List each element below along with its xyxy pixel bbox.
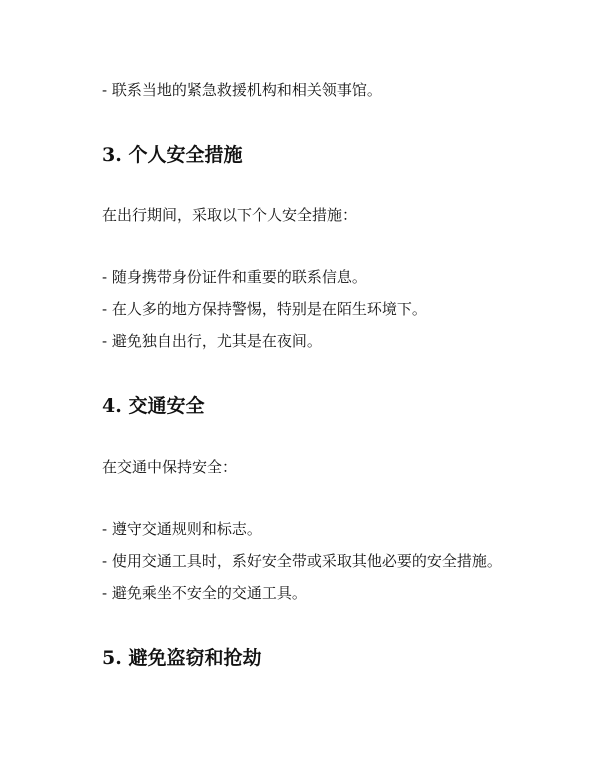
section-heading-personal-safety: 3. 个人安全措施 — [102, 144, 243, 166]
paragraph-traffic-safety-intro: 在交通中保持安全： — [102, 458, 238, 476]
section-heading-traffic-safety: 4. 交通安全 — [102, 395, 205, 417]
bullet-carry-id: - 随身携带身份证件和重要的联系信息。 — [102, 268, 367, 286]
bullet-stay-alert: - 在人多的地方保持警惕，特别是在陌生环境下。 — [102, 300, 427, 318]
bullet-avoid-unsafe-transport: - 避免乘坐不安全的交通工具。 — [102, 584, 307, 602]
section-heading-theft-robbery: 5. 避免盗窃和抢劫 — [102, 647, 262, 669]
bullet-obey-traffic-rules: - 遵守交通规则和标志。 — [102, 520, 262, 538]
bullet-avoid-alone: - 避免独自出行，尤其是在夜间。 — [102, 332, 322, 350]
bullet-emergency-contacts: - 联系当地的紧急救援机构和相关领事馆。 — [102, 81, 382, 99]
bullet-seatbelt: - 使用交通工具时，系好安全带或采取其他必要的安全措施。 — [102, 552, 502, 570]
paragraph-personal-safety-intro: 在出行期间，采取以下个人安全措施： — [102, 206, 358, 224]
